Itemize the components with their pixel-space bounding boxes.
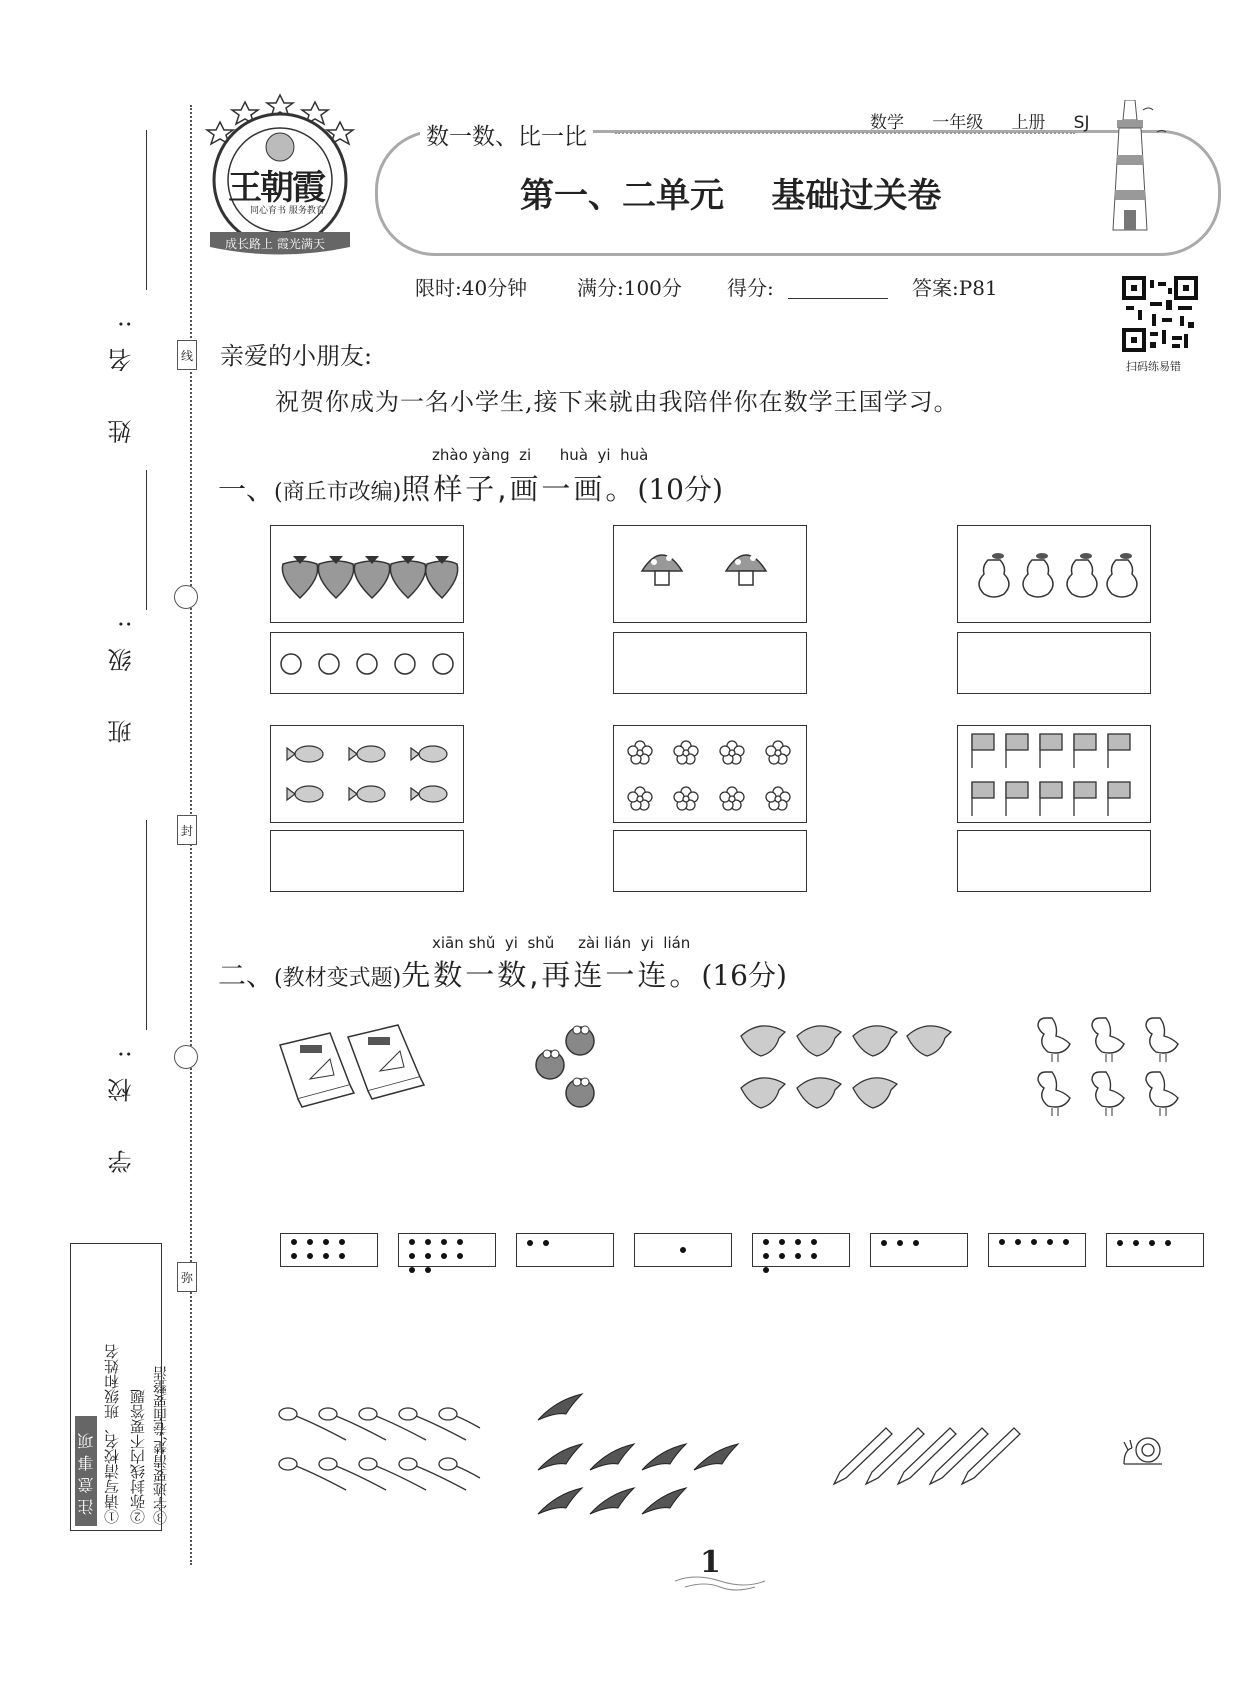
- dot-card[interactable]: [870, 1233, 968, 1267]
- dot-card[interactable]: [280, 1233, 378, 1267]
- picture-box-pears: [957, 525, 1151, 623]
- section2-instruction: 先数一数,再连一连。: [401, 958, 702, 992]
- dot: [323, 1239, 329, 1245]
- dot: [680, 1247, 686, 1253]
- flag-icon: [958, 726, 1150, 822]
- pencil-icon[interactable]: [830, 1420, 1030, 1490]
- book-info: [870, 108, 1089, 133]
- seal-circle-icon: [174, 585, 198, 609]
- score-label: 得分:: [727, 276, 774, 300]
- snail-icon[interactable]: [1118, 1432, 1168, 1472]
- dot: [527, 1240, 533, 1246]
- dot: [339, 1239, 345, 1245]
- dot: [795, 1239, 801, 1245]
- subtitle: 数一数、比一比: [420, 118, 593, 151]
- dot: [291, 1239, 297, 1245]
- answer-box-fish[interactable]: [270, 830, 464, 892]
- section2-points: (16分): [701, 959, 787, 992]
- dot: [763, 1267, 769, 1273]
- section1-number: 一、: [218, 473, 275, 506]
- goose-icon[interactable]: [1030, 1010, 1190, 1120]
- qr-code-icon[interactable]: [1122, 276, 1198, 352]
- section2-source: (教材变式题): [274, 966, 402, 991]
- note-item: ②弥封线内不要答题: [129, 1389, 147, 1524]
- dot: [779, 1253, 785, 1259]
- note-item: ①请写清校名、班级和姓名: [103, 1344, 121, 1524]
- dot-card[interactable]: [398, 1233, 496, 1267]
- dot: [811, 1239, 817, 1245]
- dot: [1165, 1240, 1171, 1246]
- answer-box-flowers[interactable]: [613, 830, 807, 892]
- dot: [323, 1253, 329, 1259]
- dot: [1031, 1239, 1037, 1245]
- dot: [457, 1253, 463, 1259]
- dot: [795, 1253, 801, 1259]
- dot: [881, 1240, 887, 1246]
- grade-text: 一年级: [932, 113, 984, 133]
- math-book-icon[interactable]: [270, 1015, 430, 1115]
- dot: [543, 1240, 549, 1246]
- greeting-body: 祝贺你成为一名小学生,接下来就由我陪伴你在数学王国学习。: [275, 388, 959, 416]
- mushroom-icon: [614, 526, 806, 622]
- school-label: 学 校:: [108, 1030, 136, 1174]
- picture-box-flags: [957, 725, 1151, 823]
- class-field-line[interactable]: [146, 470, 147, 610]
- bird-icon[interactable]: [525, 1015, 615, 1115]
- dot: [763, 1239, 769, 1245]
- pear-icon: [958, 526, 1150, 622]
- brand-slogan: 成长路上 霞光满天: [225, 237, 325, 251]
- section1-points: (10分): [637, 473, 723, 506]
- fish-icon: [271, 726, 463, 822]
- dot: [409, 1253, 415, 1259]
- picture-box-strawberries: [270, 525, 464, 623]
- full-score: 满分:100分: [577, 276, 682, 300]
- section2-pinyin: xiān shǔ yi shǔ zài lián yi lián: [432, 934, 691, 952]
- seal-marker-close: 弥: [177, 1262, 197, 1292]
- dot: [999, 1239, 1005, 1245]
- dot: [409, 1239, 415, 1245]
- subtitle-dots: [615, 132, 1075, 134]
- edition-text: SJ: [1073, 113, 1090, 133]
- dot: [339, 1253, 345, 1259]
- section2-number: 二、: [218, 959, 275, 992]
- brand-name: 王朝霞: [228, 168, 324, 208]
- dot: [779, 1239, 785, 1245]
- dot: [913, 1240, 919, 1246]
- picture-box-flowers: [613, 725, 807, 823]
- seal-marker-line: 线: [177, 340, 197, 370]
- greeting-salutation: 亲爱的小朋友:: [220, 342, 373, 370]
- note-item: ③字迹要清楚,卷面要整洁: [153, 1365, 169, 1524]
- swallow-icon[interactable]: [530, 1390, 750, 1520]
- dot: [441, 1239, 447, 1245]
- page-title: 第一、二单元 基础过关卷: [520, 176, 942, 216]
- dot: [307, 1239, 313, 1245]
- answer-ref: 答案:P81: [912, 276, 998, 300]
- page-number: 1: [700, 1545, 721, 1580]
- section1-source: (商丘市改编): [274, 480, 402, 505]
- time-limit: 限时:40分钟: [415, 276, 528, 300]
- dot: [897, 1240, 903, 1246]
- dot: [409, 1267, 415, 1273]
- dot: [763, 1253, 769, 1259]
- name-field-line[interactable]: [146, 130, 147, 290]
- wave-ornament: [675, 1575, 765, 1593]
- answer-box-pears[interactable]: [957, 632, 1151, 694]
- picture-box-fish: [270, 725, 464, 823]
- name-label: 姓 名:: [108, 300, 136, 444]
- section1-heading: [218, 467, 723, 508]
- spoon-icon[interactable]: [278, 1400, 488, 1510]
- dot: [425, 1239, 431, 1245]
- dot: [1117, 1240, 1123, 1246]
- flower-icon: [614, 726, 806, 822]
- subject-text: 数学: [870, 113, 904, 133]
- notes-box: [70, 1243, 169, 1531]
- qr-caption: 扫码练易错: [1126, 360, 1181, 373]
- dot-card[interactable]: [752, 1233, 850, 1267]
- score-field[interactable]: [788, 298, 888, 299]
- section2-heading: [218, 953, 787, 994]
- dot: [1015, 1239, 1021, 1245]
- dot: [1047, 1239, 1053, 1245]
- seal-marker-seal: 封: [177, 815, 197, 845]
- dot: [811, 1253, 817, 1259]
- brand-tagline: 同心育书 服务教育: [250, 206, 325, 216]
- dot: [425, 1253, 431, 1259]
- notes-title: 注意事项: [75, 1416, 97, 1526]
- dot: [307, 1253, 313, 1259]
- dot: [1063, 1239, 1069, 1245]
- dot: [457, 1239, 463, 1245]
- volume-text: 上册: [1011, 113, 1046, 133]
- answer-box-mushrooms[interactable]: [613, 632, 807, 694]
- dot: [1133, 1240, 1139, 1246]
- seal-circle-icon: [174, 1045, 198, 1069]
- class-label: 班 级:: [108, 600, 136, 744]
- section1-pinyin: zhào yàng zi huà yi huà: [432, 446, 649, 464]
- sample-circles: [271, 633, 463, 693]
- strawberry-icon: [271, 526, 463, 622]
- dot-card[interactable]: [516, 1233, 614, 1267]
- dot: [291, 1253, 297, 1259]
- school-field-line[interactable]: [146, 820, 147, 1030]
- dot-card[interactable]: [1106, 1233, 1204, 1267]
- dot-card[interactable]: [634, 1233, 732, 1267]
- dot: [1149, 1240, 1155, 1246]
- section1-instruction: 照样子,画一画。: [401, 472, 638, 506]
- answer-box-strawberries[interactable]: [270, 632, 464, 694]
- dot: [425, 1267, 431, 1273]
- dot: [441, 1253, 447, 1259]
- dolphin-icon[interactable]: [735, 1010, 965, 1120]
- dot-card[interactable]: [988, 1233, 1086, 1267]
- picture-box-mushrooms: [613, 525, 807, 623]
- lighthouse-icon: [1095, 100, 1195, 240]
- answer-box-flags[interactable]: [957, 830, 1151, 892]
